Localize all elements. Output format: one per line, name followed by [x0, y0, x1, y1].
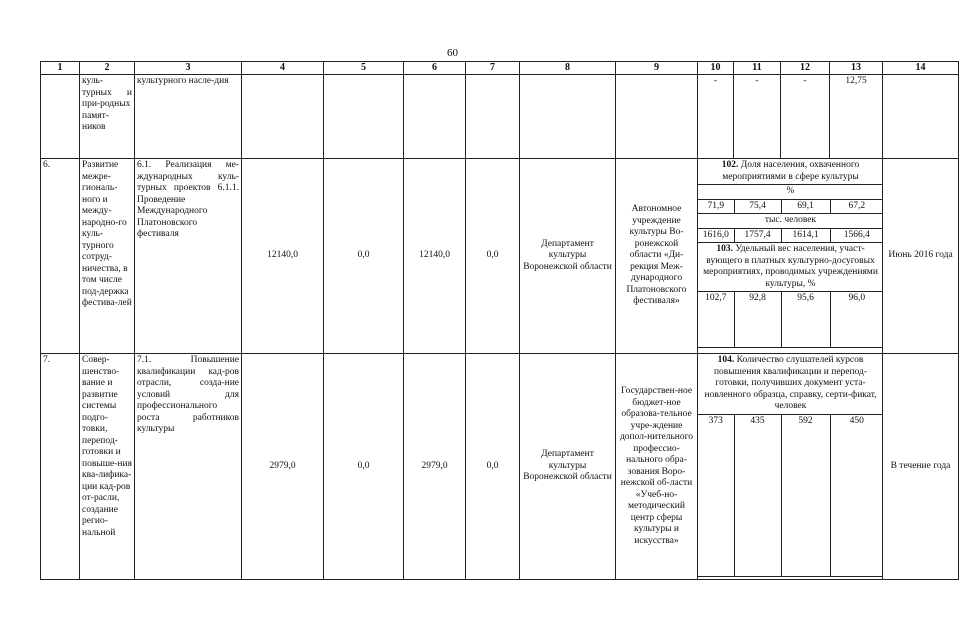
col-header: 12 — [781, 62, 830, 75]
table-row — [41, 354, 959, 580]
indicator-value: 67,2 — [830, 199, 883, 214]
indicator-block — [698, 159, 883, 354]
col-header: 1 — [41, 62, 80, 75]
indicator-unit: % — [698, 185, 883, 200]
indicator-value: 1616,0 — [698, 228, 734, 243]
indicator-value: 1614,1 — [781, 228, 830, 243]
indicator-value: 69,1 — [781, 199, 830, 214]
col-header: 3 — [135, 62, 242, 75]
cell-value: - — [734, 75, 781, 159]
indicator-block — [698, 354, 883, 580]
cell-local: 0,0 — [466, 159, 520, 354]
indicator-value: 373 — [698, 414, 734, 576]
cell-activity: 6.1. Реализация ме-ждународных куль-турных проектов 6.1.1. Проведение Международного Платоновского фестиваля — [135, 159, 242, 354]
cell-task: куль-турных и при-родных памят-ников — [80, 75, 135, 159]
col-header: 10 — [698, 62, 734, 75]
col-header: 8 — [520, 62, 616, 75]
table-row — [41, 75, 959, 159]
cell-federal: 0,0 — [324, 159, 404, 354]
cell-activity: 7.1. Повышение квалификации кад-ров отрасли, созда-ние условий для профессионального роста работников культуры — [135, 354, 242, 580]
indicator-value: 96,0 — [830, 292, 883, 348]
col-header: 9 — [616, 62, 698, 75]
cell-value: - — [698, 75, 734, 159]
cell-number: 7. — [41, 354, 80, 580]
indicator-value: 592 — [781, 414, 830, 576]
cell-value: 12,75 — [830, 75, 883, 159]
col-header: 2 — [80, 62, 135, 75]
indicator-value: 1566,4 — [830, 228, 883, 243]
program-table — [40, 61, 959, 580]
cell-activity: культурного насле-дия — [135, 75, 242, 159]
col-header: 11 — [734, 62, 781, 75]
cell-total: 12140,0 — [242, 159, 324, 354]
col-header: 4 — [242, 62, 324, 75]
indicator-value: 102,7 — [698, 292, 734, 348]
page-number: 60 — [447, 47, 458, 59]
indicator-value: 1757,4 — [734, 228, 781, 243]
cell-task: Совер-шенство-вание и развитие системы подго-товки, перепод-готовки и повыше-ния ква-лифика-ции кад-ров от-расли, создание регио-нальной — [80, 354, 135, 580]
col-header: 7 — [466, 62, 520, 75]
col-header: 5 — [324, 62, 404, 75]
header-row — [41, 62, 959, 75]
col-header: 13 — [830, 62, 883, 75]
cell-deadline: Июнь 2016 года — [883, 159, 959, 354]
table-row — [41, 159, 959, 354]
cell-regional: 2979,0 — [404, 354, 466, 580]
indicator-value: 71,9 — [698, 199, 734, 214]
indicator-unit: тыс. человек — [698, 214, 883, 229]
cell-task: Развитие межре-гиональ-ного и между-народно-го куль-турного сотруд-ничества, в том числе под-держка фестива-лей — [80, 159, 135, 354]
cell-executor: Автономное учреждение культуры Во-ронежской области «Ди-рекция Меж-дународного Платоновского фестиваля» — [616, 159, 698, 354]
cell-number: 6. — [41, 159, 80, 354]
indicator-103-title: 103. Удельный вес населения, участ-вующего в платных культурно-досуговых мероприятиях, проводимых учреждениями культуры, % — [698, 243, 883, 292]
indicator-102-title: 102. Доля населения, охваченного мероприятиями в сфере культуры — [698, 159, 883, 185]
cell-total: 2979,0 — [242, 354, 324, 580]
col-header: 6 — [404, 62, 466, 75]
cell-regional: 12140,0 — [404, 159, 466, 354]
indicator-value: 450 — [830, 414, 883, 576]
cell-executor: Государствен-ное бюджет-ное образова-тельное учре-ждение допол-нительного профессио-нального обра-зования Воро-нежской об-ласти «Учеб-но-методический центр сферы культуры и искусства» — [616, 354, 698, 580]
cell-responsible: Департамент культуры Воронежской области — [520, 159, 616, 354]
indicator-value: 75,4 — [734, 199, 781, 214]
indicator-value: 95,6 — [781, 292, 830, 348]
cell-federal: 0,0 — [324, 354, 404, 580]
col-header: 14 — [883, 62, 959, 75]
cell-value: - — [781, 75, 830, 159]
indicator-value: 92,8 — [734, 292, 781, 348]
cell-local: 0,0 — [466, 354, 520, 580]
cell-deadline: В течение года — [883, 354, 959, 580]
indicator-104-title: 104. Количество слушателей курсов повышения квалификации и перепод-готовки, получивших документ уста-новленного образца, справку, серти-фикат, человек — [698, 354, 883, 414]
indicator-value: 435 — [734, 414, 781, 576]
cell-responsible: Департамент культуры Воронежской области — [520, 354, 616, 580]
